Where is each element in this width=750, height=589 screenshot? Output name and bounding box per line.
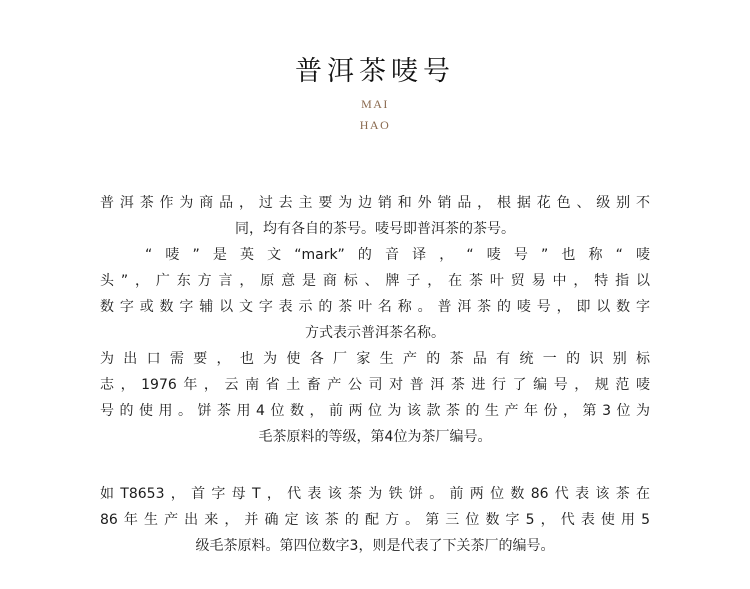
text-line: 志，1976年，云南省土畜产公司对普洱茶进行了编号，规范唛 bbox=[100, 377, 650, 393]
example-line: 86年生产出来，并确定该茶的配方。第三位数字5，代表使用5 bbox=[100, 512, 650, 528]
text-line: 为出口需要，也为使各厂家生产的茶品有统一的识别标 bbox=[100, 351, 650, 367]
page-title: 普洱茶唛号 bbox=[295, 56, 455, 87]
text-line: 毛茶原料的等级，第4位为茶厂编号。 bbox=[258, 429, 492, 445]
example-line: 级毛茶原料。第四位数字3，则是代表了下关茶厂的编号。 bbox=[195, 538, 555, 554]
page-subtitle-mai: MAI bbox=[361, 97, 389, 111]
text-line: 头”，广东方言，原意是商标、牌子，在茶叶贸易中，特指以 bbox=[100, 273, 650, 289]
intro-text-block bbox=[100, 190, 650, 450]
text-line: 数字或数字辅以文字表示的茶叶名称。普洱茶的唛号，即以数字 bbox=[100, 299, 650, 315]
example-line: 如T8653，首字母T，代表该茶为铁饼。前两位数86代表该茶在 bbox=[100, 486, 650, 502]
text-line: “唛”是英文“mark”的音译，“唛号”也称“唛 bbox=[145, 247, 650, 263]
page-subtitle-hao: HAO bbox=[359, 118, 391, 132]
text-line: 普洱茶作为商品，过去主要为边销和外销品，根据花色、级别不 bbox=[100, 195, 650, 211]
text-line: 方式表示普洱茶名称。 bbox=[305, 325, 445, 341]
example-text-block bbox=[100, 481, 650, 559]
text-line: 号的使用。饼茶用4位数，前两位为该款茶的生产年份，第3位为 bbox=[100, 403, 650, 419]
text-line: 同，均有各自的茶号。唛号即普洱茶的茶号。 bbox=[235, 221, 515, 237]
